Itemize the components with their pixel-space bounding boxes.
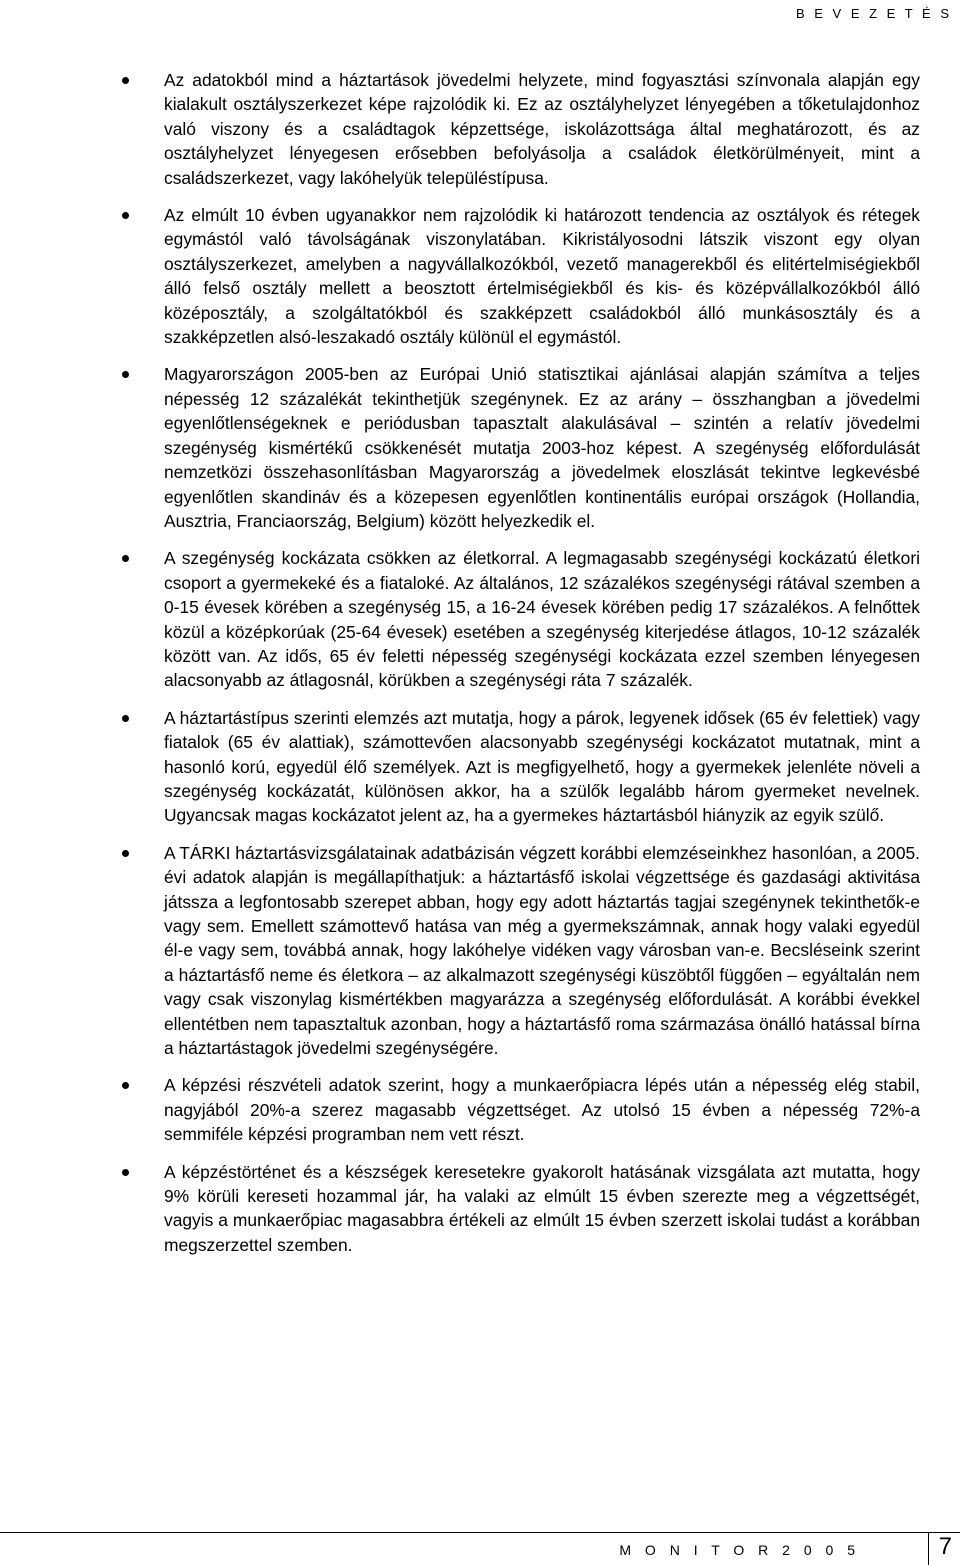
publication-title: M O N I T O R 2 0 0 5 (619, 1542, 860, 1558)
paragraph: A TÁRKI háztartásvizsgálatainak adatbázisán végzett korábbi elemzéseinkhez hasonlóan, a 2005. évi adatok alapján is megállapíthatjuk: a háztartásfő iskolai végzettsége és gazdasági aktivitása játssza a legfontosabb szerepet abban, hogy egy adott háztartás tagjai szegénynek tekinthetők-e vagy sem. Emellett számottevő hatása van még a gyermekszámnak, annak hogy valaki egyedül él-e vagy sem, továbbá annak, hogy lakóhelye vidéken vagy városban van-e. Becsléseink szerint a háztartásfő neme és életkora – az alkalmazott szegénységi küszöbtől függően – egyáltalán nem vagy csak viszonylag kismértékben magyarázza a szegénység előfordulását. A korábbi évekkel ellentétben nem tapasztaltuk azonban, hogy a háztartásfő roma származása önálló hatással bírna a háztartástagok jövedelmi szegénységére. (164, 842, 920, 1059)
paragraph: Az elmúlt 10 évben ugyanakkor nem rajzolódik ki határozott tendencia az osztályok és rétegek egymástól való távolságának viszonylatában. Kikristályosodni látszik viszont egy olyan osztályszerkezet, amelyben a nagyvállalkozókból, vezető managerekből és elitértelmiségiekből álló felső osztály mellett a beosztott értelmiségiekből és kis- és középvállalkozókból álló középosztály, a szolgáltatókból és szakképzett családokból álló munkásosztály és a szakképzetlen alsó-leszakadó osztály különül el egymástól. (164, 205, 920, 348)
bullet-icon (122, 850, 129, 857)
paragraph: Magyarországon 2005-ben az Európai Unió statisztikai ajánlásai alapján számítva a teljes népesség 12 százalékát tekinthetjük szegénynek. Ez az arány – összhangban a jövedelmi egyenlőtlenségeknek e periódusban tapasztalt alakulásával – szintén a relatív jövedelmi szegénység kismértékű csökkenését mutatja 2003-hoz képest. A szegénység előfordulását nemzetközi összehasonlításban Magyarország a jövedelmek eloszlását tekintve legkevésbé egyenlőtlen skandináv és a közepesen egyenlőtlen kontinentális európai országok (Hollandia, Ausztria, Franciaország, Belgium) között helyezkedik el. (164, 364, 920, 531)
paragraph: A szegénység kockázata csökken az életkorral. A legmagasabb szegénységi kockázatú életkori csoport a gyermekeké és a fiataloké. Az általános, 12 százalékos szegénységi rátával szemben a 0-15 évesek körében a szegénység 15, a 16-24 évesek körében pedig 17 százalékos. A felnőttek közül a középkorúak (25-64 évesek) esetében a szegénység kiterjedése átlagos, 10-12 százalék között van. Az idős, 65 év feletti népesség szegénységi kockázata ezzel szemben lényegesen alacsonyabb az átlagosnál, körükben a szegénységi ráta 7 százalék. (164, 548, 920, 691)
section-header: B E V E Z E T É S (795, 6, 952, 21)
bullet-icon (122, 77, 129, 84)
list-item (128, 841, 920, 1061)
bullet-icon (122, 371, 129, 378)
list-item (128, 546, 920, 692)
page-number: 7 (938, 1533, 952, 1560)
bullet-list (128, 68, 920, 1270)
list-item (128, 1073, 920, 1146)
paragraph: A képzési részvételi adatok szerint, hogy a munkaerőpiacra lépés után a népesség elég stabil, nagyjából 20%-a szerez magasabb végzettséget. Az utolsó 15 évben a népesség 72%-a semmiféle képzési programban nem vett részt. (164, 1075, 920, 1145)
list-item (128, 706, 920, 828)
list-item (128, 203, 920, 349)
list-item (128, 1160, 920, 1258)
list-item (128, 362, 920, 533)
paragraph: A képzéstörténet és a készségek keresetekre gyakorolt hatásának vizsgálata azt mutatta, hogy 9% körüli kereseti hozammal jár, ha valaki az elmúlt 15 évben szerezte meg a végzettségét, vagyis a munkaerőpiac magasabbra értékeli az elmúlt 15 évben szerzett iskolai tudást a korábban megszerzettel szemben. (164, 1161, 920, 1255)
bullet-icon (122, 1082, 129, 1089)
paragraph: Az adatokból mind a háztartások jövedelmi helyzete, mind fogyasztási színvonala alapján egy kialakult osztályszerkezet képe rajzolódik ki. Ez az osztályhelyzet lényegében a tőketulajdonhoz való viszony és a családtagok képzettsége, iskolázottsága által meghatározott, és az osztályhelyzet lényegesen erősebben befolyásolja a családok életkörülményeit, mint a családszerkezet, vagy lakóhelyük településtípusa. (164, 70, 920, 188)
bullet-icon (122, 555, 129, 562)
bullet-icon (122, 212, 129, 219)
page-number-divider (928, 1532, 929, 1565)
paragraph: A háztartástípus szerinti elemzés azt mutatja, hogy a párok, legyenek idősek (65 év felettiek) vagy fiatalok (65 év alattiak), számottevően alacsonyabb szegénységi kockázatot mutatnak, mint a hasonló korú, egyedül élő személyek. Azt is megfigyelhető, hogy a gyermekek jelenléte növeli a szegénység kockázatát, különösen akkor, ha a szülők legalább három gyermeket nevelnek. Ugyancsak magas kockázatot jelent az, ha a gyermekes háztartásból hiányzik az egyik szülő. (164, 707, 920, 826)
bullet-icon (122, 715, 129, 722)
bullet-icon (122, 1169, 129, 1176)
footer-rule (0, 1532, 960, 1533)
list-item (128, 68, 920, 190)
